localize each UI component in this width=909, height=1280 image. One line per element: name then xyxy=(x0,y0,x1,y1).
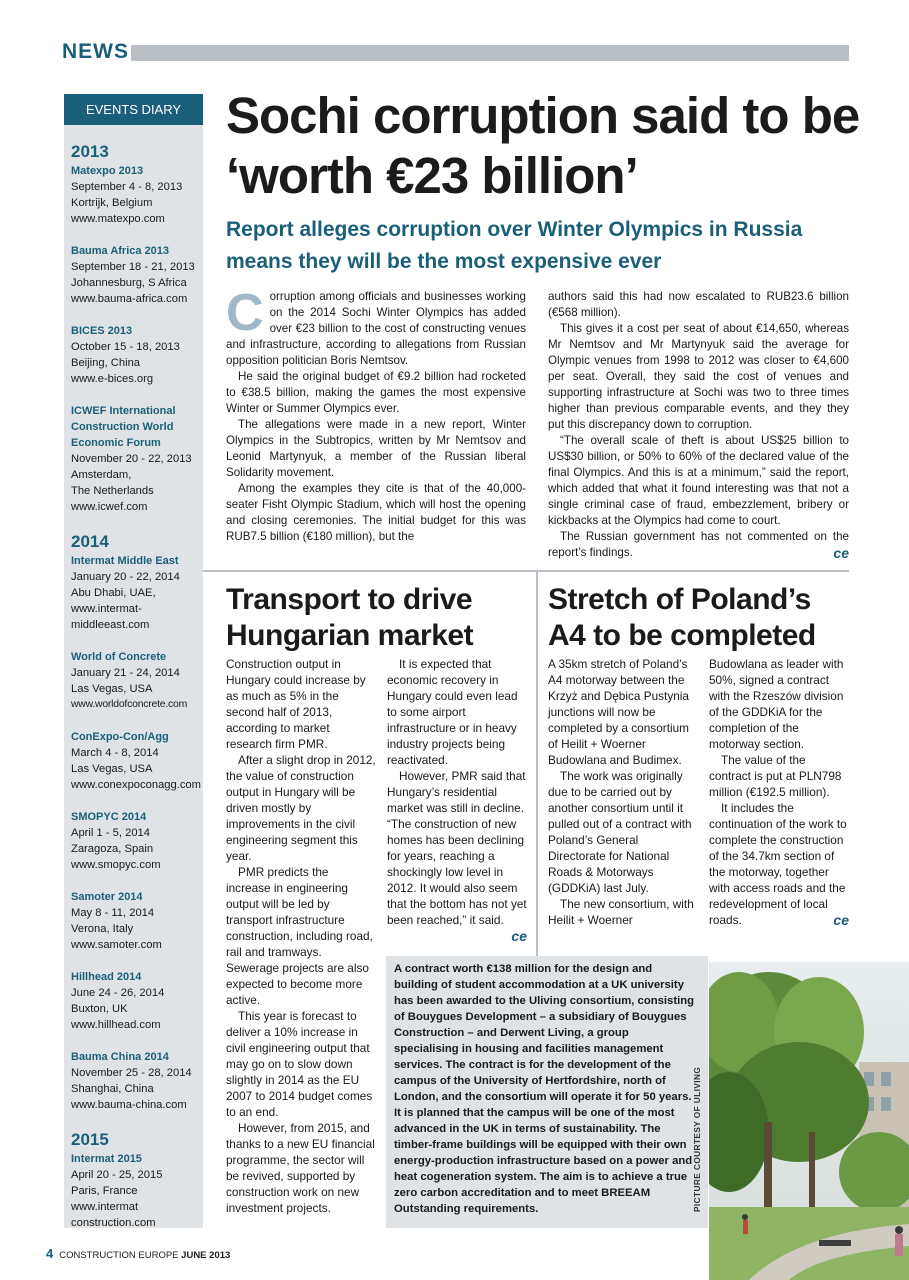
paragraph: A 35km stretch of Poland’s A4 motorway between the Krzyż and Dębica Pustynia junctions will now be completed by a consortium of Heilit + Woerner Budowlana and Budimex. xyxy=(548,657,689,767)
event-detail: September 4 - 8, 2013 xyxy=(71,181,183,193)
photo-credit: PICTURE COURTESY OF ULIVING xyxy=(692,1066,702,1212)
event-name: Samoter 2014 xyxy=(71,891,143,903)
event-name: Matexpo 2013 xyxy=(71,165,144,177)
event-detail: April 20 - 25, 2015 xyxy=(71,1169,163,1181)
event-name: ConExpo-Con/Agg xyxy=(71,731,169,743)
paragraph: After a slight drop in 2012, the value of construction output in Hungary will be driven mostly by improvements in the civil engineering segment this year. xyxy=(226,753,376,863)
hungary-headline: Transport to drive Hungarian market xyxy=(226,583,474,652)
paragraph: Construction output in Hungary could increase by as much as 5% in the second half of 2013, according to market research firm PMR. xyxy=(226,657,366,751)
event-detail: May 8 - 11, 2014 xyxy=(71,907,155,919)
paragraph: This year is forecast to deliver a 10% increase in civil engineering output that may go on to slow down slightly in 2014 as the EU 2007 to 2014 budget comes to an end. xyxy=(226,1009,373,1119)
event-detail: November 25 - 28, 2014 xyxy=(71,1067,192,1079)
event-website: www.intermat- xyxy=(71,603,142,615)
event-detail: October 15 - 18, 2013 xyxy=(71,341,180,353)
event-website: www.smopyc.com xyxy=(71,859,161,871)
event-name: Intermat Middle East xyxy=(71,555,179,567)
event-detail: Verona, Italy xyxy=(71,923,134,935)
event-name: Economic Forum xyxy=(71,437,161,449)
event-detail: Zaragoza, Spain xyxy=(71,843,154,855)
page-footer xyxy=(46,1246,230,1261)
event-website: www.icwef.com xyxy=(71,501,148,513)
event-entry xyxy=(71,163,203,227)
event-detail: Paris, France xyxy=(71,1185,138,1197)
poland-column-1 xyxy=(548,656,698,928)
event-detail: November 20 - 22, 2013 xyxy=(71,453,192,465)
paragraph: The value of the contract is put at PLN798 million (€192.5 million). xyxy=(709,753,842,799)
paragraph: Budowlana as leader with 50%, signed a contract with the Rzeszów division of the GDDKiA for the completion of the motorway section. xyxy=(709,657,844,751)
lead-column-1 xyxy=(226,284,526,545)
event-website: www.e-bices.org xyxy=(71,373,154,385)
event-entry xyxy=(71,969,203,1033)
lead-subhead: Report alleges corruption over Winter Olympics in Russia means they will be the most expensive ever xyxy=(226,218,803,273)
event-website: www.hillhead.com xyxy=(71,1019,161,1031)
event-detail: Shanghai, China xyxy=(71,1083,154,1095)
campus-photo xyxy=(709,962,909,1280)
poland-headline: Stretch of Poland’s A4 to be completed xyxy=(548,583,816,652)
section-bar xyxy=(131,45,849,61)
event-website: www.worldofconcrete.com xyxy=(71,699,188,710)
event-name: BICES 2013 xyxy=(71,325,133,337)
events-year-heading: 2014 xyxy=(71,532,109,551)
event-detail: June 24 - 26, 2014 xyxy=(71,987,165,999)
event-entry xyxy=(71,243,203,307)
event-website: www.samoter.com xyxy=(71,939,162,951)
event-name: ICWEF International xyxy=(71,405,176,417)
paragraph: The allegations were made in a new report, Winter Olympics in the Subtropics, written by Mr Nemtsov and Leonid Martynyuk, a member of the Russian liberal Solidarity movement. xyxy=(226,418,526,479)
event-website: www.conexpoconagg.com xyxy=(71,779,201,791)
end-mark: ce xyxy=(511,928,527,944)
section-label: NEWS xyxy=(62,40,129,63)
event-detail: Buxton, UK xyxy=(71,1003,128,1015)
event-detail: Amsterdam, xyxy=(71,469,132,481)
event-entry xyxy=(71,729,203,793)
lead-headline: Sochi corruption said to be ‘worth €23 billion’ xyxy=(226,87,860,204)
event-detail: Abu Dhabi, UAE, xyxy=(71,587,156,599)
paragraph: However, from 2015, and thanks to a new EU financial programme, the sector will be revived, supported by construction work on new investment projects. xyxy=(226,1121,375,1215)
paragraph: He said the original budget of €9.2 billion had rocketed to €38.5 billion, making the games the most expensive Winter or Summer Olympics ever. xyxy=(226,370,526,415)
divider-vertical xyxy=(536,572,538,956)
paragraph: It includes the continuation of the work to complete the construction of the 34.7km section of the motorway, together with access roads and the redevelopment of local roads. ce xyxy=(709,801,849,928)
poland-column-2 xyxy=(709,656,849,928)
event-website: www.matexpo.com xyxy=(71,213,165,225)
event-detail: Kortrijk, Belgium xyxy=(71,197,153,209)
events-year-heading: 2015 xyxy=(71,1130,109,1149)
event-name: Intermat 2015 xyxy=(71,1153,142,1165)
issue-date: JUNE 2013 xyxy=(181,1250,231,1261)
events-diary-title: EVENTS DIARY xyxy=(64,94,203,125)
event-detail: September 18 - 21, 2013 xyxy=(71,261,195,273)
event-entry xyxy=(71,323,203,387)
uliving-brief-text: A contract worth €138 million for the design and building of student accommodation at a UK university has been awarded to the Uliving consortium, consisting of Bouygues Development – a subsidiary of Bouygues Construction – and Derwent Living, a group specialising in housing and facilities management services. The contract is for the development of the campus of the University of Hertfordshire, north of London, and the consortium will operate it for 50 years. It is planned that the campus will be one of the most advanced in the UK in terms of sustainability. The timber-frame buildings will be equipped with their own energy-production infrastructure based on a power and heat cogeneration system. The aim is to achieve a true zero carbon accreditation and to meet BREEAM Outstanding requirements. xyxy=(394,963,695,1215)
event-website: www.intermat xyxy=(71,1201,139,1213)
paragraph: It is expected that economic recovery in Hungary could even lead to some airport infrastructure or in heavy industry projects being reactivated. xyxy=(387,657,518,767)
end-mark: ce xyxy=(833,545,849,561)
paragraph: “The overall scale of theft is about US$25 billion to US$30 billion, or 50% to 60% of the declared value of the final Olympics. And this is at a minimum,” said the report, which added that what it found interesting was that not a single criminal case of fraud, embezzlement, bribery or kickbacks at the Olympics had come to court. xyxy=(548,434,849,527)
event-name: World of Concrete xyxy=(71,651,167,663)
event-entry xyxy=(71,649,203,713)
event-detail: Las Vegas, USA xyxy=(71,763,153,775)
event-detail: The Netherlands xyxy=(71,485,154,497)
event-detail: middleeast.com xyxy=(71,619,150,631)
paragraph: authors said this had now escalated to RUB23.6 billion (€568 million). xyxy=(548,290,849,319)
event-entry xyxy=(71,889,203,953)
event-website: www.bauma-china.com xyxy=(71,1099,187,1111)
event-detail: Beijing, China xyxy=(71,357,141,369)
divider-horizontal xyxy=(203,570,849,572)
paragraph: orruption among officials and businesses working on the 2014 Sochi Winter Olympics has added over €23 billion to the cost of constructing venues and infrastructure, according to allegations from Russian opposition politician Boris Nemtsov. xyxy=(226,290,526,367)
paragraph: The Russian government has not commented on the report’s findings. ce xyxy=(548,530,849,561)
paragraph: This gives it a cost per seat of about €14,650, whereas Mr Nemtsov and Mr Martynyuk said the average for Olympic venues from 1998 to 2012 was closer to €4,600 per seat. Overall, they said the cost of venues and supporting infrastructure at Sochi was two to three times higher than previous comparable events, and they they put this discrepancy down to corruption. xyxy=(548,322,849,431)
event-entry xyxy=(71,809,203,873)
event-name: Bauma Africa 2013 xyxy=(71,245,170,257)
publication-name: CONSTRUCTION EUROPE xyxy=(59,1250,179,1261)
event-entry xyxy=(71,1151,203,1231)
event-detail: January 21 - 24, 2014 xyxy=(71,667,180,679)
paragraph: The new consortium, with Heilit + Woerner xyxy=(548,897,694,927)
event-name: SMOPYC 2014 xyxy=(71,811,147,823)
event-detail: Johannesburg, S Africa xyxy=(71,277,187,289)
campus-illustration xyxy=(709,962,909,1280)
events-year-heading: 2013 xyxy=(71,142,109,161)
event-entry xyxy=(71,403,203,515)
event-name: Bauma China 2014 xyxy=(71,1051,169,1063)
event-detail: construction.com xyxy=(71,1217,156,1229)
paragraph: Among the examples they cite is that of the 40,000-seater Fisht Olympic Stadium, which will host the opening and closing ceremonies. The initial budget for this was RUB7.5 billion (€180 million), but the xyxy=(226,482,526,543)
paragraph: The work was originally due to be carried out by another consortium until it pulled out of a contract with Poland’s General Directorate for National Roads & Motorways (GDDKiA) last July. xyxy=(548,769,692,895)
drop-cap: C xyxy=(226,284,264,342)
end-mark: ce xyxy=(833,912,849,928)
event-entry xyxy=(71,553,203,633)
hungary-column-1 xyxy=(226,656,376,1216)
event-name: Construction World xyxy=(71,421,174,433)
paragraph: However, PMR said that Hungary’s residential market was still in decline. “The construction of new homes has been declining for years, reaching a shockingly low level in 2012. It would also seem that the bottom has not yet been reached,” it said. ce xyxy=(387,769,527,944)
page-number: 4 xyxy=(46,1246,54,1261)
event-website: www.bauma-africa.com xyxy=(71,293,188,305)
paragraph: PMR predicts the increase in engineering output will be led by transport infrastructure construction, including road, rail and tramways. Sewerage projects are also expected to become more active. xyxy=(226,865,373,1007)
event-detail: January 20 - 22, 2014 xyxy=(71,571,180,583)
event-detail: Las Vegas, USA xyxy=(71,683,153,695)
hungary-column-2 xyxy=(387,656,527,944)
event-detail: March 4 - 8, 2014 xyxy=(71,747,159,759)
lead-column-2 xyxy=(548,289,849,561)
event-name: Hillhead 2014 xyxy=(71,971,142,983)
events-list xyxy=(71,141,203,1247)
event-entry xyxy=(71,1049,203,1113)
event-detail: April 1 - 5, 2014 xyxy=(71,827,150,839)
